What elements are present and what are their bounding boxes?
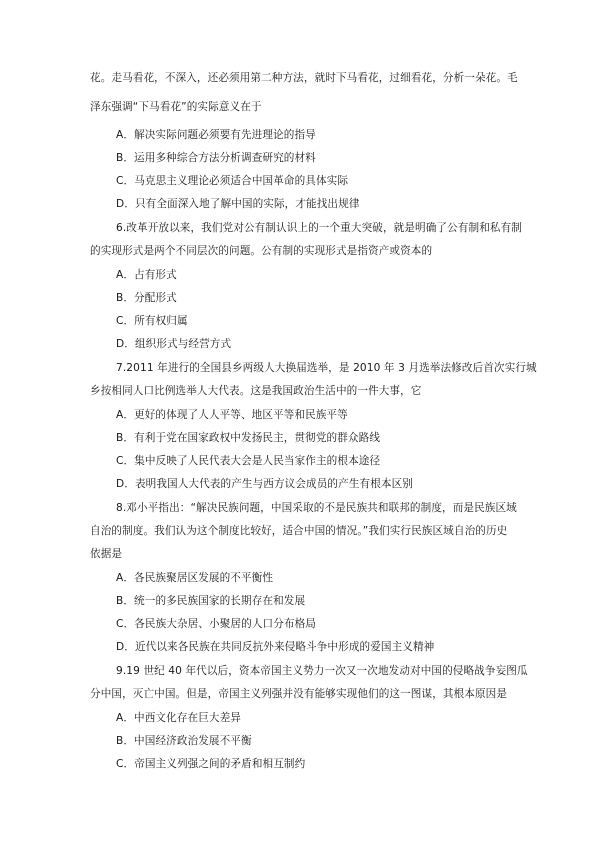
question-5-option-a: A．解决实际问题必须要有先进理论的指导	[116, 129, 316, 141]
question-7-option-b: B．有利于党在国家政权中发扬民主，贯彻党的群众路线	[116, 432, 381, 444]
question-9-option-b: B．中国经济政治发展不平衡	[116, 735, 252, 747]
question-6-option-a: A．占有形式	[116, 269, 177, 281]
question-8-option-a: A．各民族聚居区发展的不平衡性	[116, 572, 274, 584]
question-8-option-b: B．统一的多民族国家的长期存在和发展	[116, 595, 306, 607]
question-5-option-b: B．运用多种综合方法分析调查研究的材料	[116, 152, 316, 164]
question-7-text-line-2: 乡按相同人口比例选举人大代表。这是我国政治生活中的一件大事，它	[90, 385, 422, 397]
question-9-text-line-1: 9.19 世纪 40 年代以后，资本帝国主义势力一次又一次地发动对中国的侵略战争妄图瓜	[116, 665, 528, 677]
question-6-text-line-1: 6.改革开放以来，我们党对公有制认识上的一个重大突破，就是明确了公有制和私有制	[116, 222, 522, 234]
question-9-option-a: A．中西文化存在巨大差异	[116, 712, 241, 724]
question-8-option-c: C．各民族大杂居、小聚居的人口分布格局	[116, 618, 316, 630]
question-5-option-c: C．马克思主义理论必须适合中国革命的具体实际	[116, 175, 349, 187]
question-7-option-c: C．集中反映了人民代表大会是人民当家作主的根本途径	[116, 455, 381, 467]
question-9-option-c: C．帝国主义列强之间的矛盾和相互制约	[116, 758, 306, 770]
question-5-text-line-2: 泽东强调“下马看花”的实际意义在于	[90, 101, 262, 113]
question-8-option-d: D．近代以来各民族在共同反抗外来侵略斗争中形成的爱国主义精神	[116, 641, 435, 653]
question-8-text-line-3: 依据是	[90, 548, 123, 560]
question-6-option-d: D．组织形式与经营方式	[116, 338, 232, 350]
question-7-text-line-1: 7.2011 年进行的全国县乡两级人大换届选举，是 2010 年 3 月选举法修改后首次实行城	[116, 362, 537, 374]
question-8-text-line-2: 自治的制度。我们认为这个制度比较好，适合中国的情况。”我们实行民族区域自治的历史	[90, 525, 508, 537]
question-7-option-d: D．表明我国人大代表的产生与西方议会成员的产生有根本区别	[116, 478, 413, 490]
question-9-text-line-2: 分中国，灭亡中国。但是，帝国主义列强并没有能够实现他们的这一图谋，其根本原因是	[90, 688, 508, 700]
question-8-text-line-1: 8.邓小平指出：“解决民族问题，中国采取的不是民族共和联邦的制度，而是民族区域	[116, 502, 517, 514]
question-6-option-c: C．所有权归属	[116, 315, 188, 327]
question-6-text-line-2: 的实现形式是两个不同层次的问题。公有制的实现形式是指资产或资本的	[90, 245, 433, 257]
question-6-option-b: B．分配形式	[116, 292, 177, 304]
question-7-option-a: A．更好的体现了人人平等、地区平等和民族平等	[116, 409, 348, 421]
question-5-text-line-1: 花。走马看花，不深入，还必须用第二种方法，就时下马看花，过细看花，分析一朵花。毛	[90, 72, 518, 84]
question-5-option-d: D．只有全面深入地了解中国的实际，才能找出规律	[116, 198, 360, 210]
